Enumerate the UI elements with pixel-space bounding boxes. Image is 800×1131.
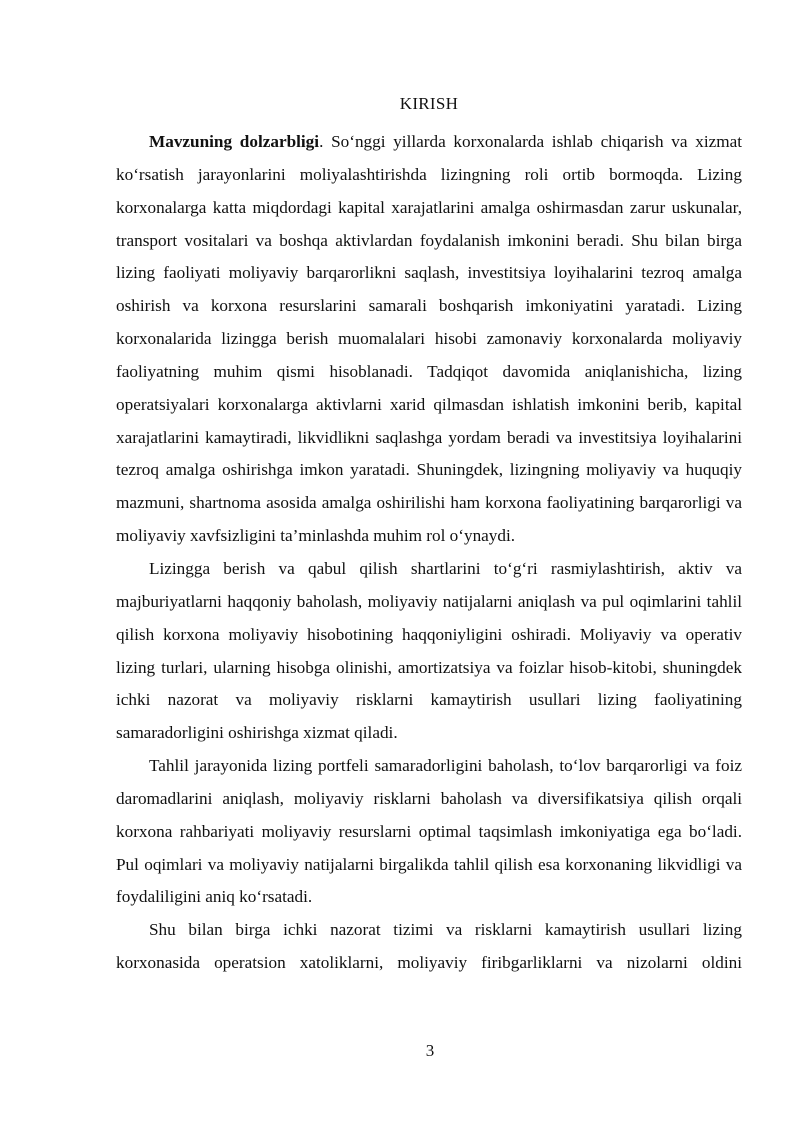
section-heading: KIRISH [399, 94, 459, 113]
paragraph: Lizingga berish va qabul qilish shartlarini to‘g‘ri rasmiylashtirish, aktiv va majburiyatlarni haqqoniy baholash, moliyaviy natijalarni aniqlash va pul oqimlarini tahlil qilish korxona moliyaviy hisobotining haqqoniyligini oshiradi. Moliyaviy va operativ lizing turlari, ularning hisobga olinishi, amortizatsiya va foizlar hisob-kitobi, shuningdek ichki nazorat va moliyaviy risklarni kamaytirish usullari lizing faoliyatining samaradorligini oshirishga xizmat qiladi. [116, 558, 742, 743]
intro-text: . So‘nggi yillarda korxonalarda ishlab chiqarish va xizmat ko‘rsatish jarayonlarini moliyalashtirishda lizingning roli ortib bormoqda. Lizing korxonalarga katta miqdordagi kapital xarajatlarini amalga oshirmasdan zarur uskunalar, transport vositalari va boshqa aktivlardan foydalanish imkonini beradi. Shu bilan birga lizing faoliyati moliyaviy barqarorlikni saqlash, investitsiya loyihalarini tezroq amalga oshirish va korxona resurslarini samarali boshqarish imkoniyatini yaratadi. Lizing korxonalarida lizingga berish muomalalari hisobi zamonaviy korxonalarda moliyaviy faoliyatning muhim qismi hisoblanadi. Tadqiqot davomida aniqlanishicha, lizing operatsiyalari korxonalarga aktivlarni xarid qilmasdan ishlatish imkonini berib, kapital xarajatlarini kamaytiradi, likvidlikni saqlashga yordam beradi va investitsiya loyihalarini tezroq amalga oshirishga imkon yaratadi. Shuningdek, lizingning moliyaviy va huquqiy mazmuni, shartnoma asosida amalga oshirilishi ham korxona faoliyatining barqarorligi va moliyaviy xavfsizligini ta’minlashda muhim rol o‘ynaydi. [116, 132, 742, 546]
page-number: 3 [425, 1041, 435, 1060]
paragraph: Tahlil jarayonida lizing portfeli samaradorligini baholash, to‘lov barqarorligi va foiz daromadlarini aniqlash, moliyaviy risklarni baholash va diversifikatsiya qilish orqali korxona rahbariyati moliyaviy resurslarni optimal taqsimlash imkoniyatiga ega bo‘ladi. Pul oqimlari va moliyaviy natijalarni birgalikda tahlil qilish esa korxonaning likvidligi va foydaliligini aniq ko‘rsatadi. [116, 756, 742, 907]
paragraph-continued: Shu bilan birga ichki nazorat tizimi va risklarni kamaytirish usullari lizing korxonasida operatsion xatoliklarni, moliyaviy firibgarliklarni va nizolarni oldini [116, 920, 742, 973]
intro-paragraph [116, 126, 742, 553]
intro-lead: Mavzuning dolzarbligi [149, 132, 320, 151]
body-text [116, 126, 742, 980]
